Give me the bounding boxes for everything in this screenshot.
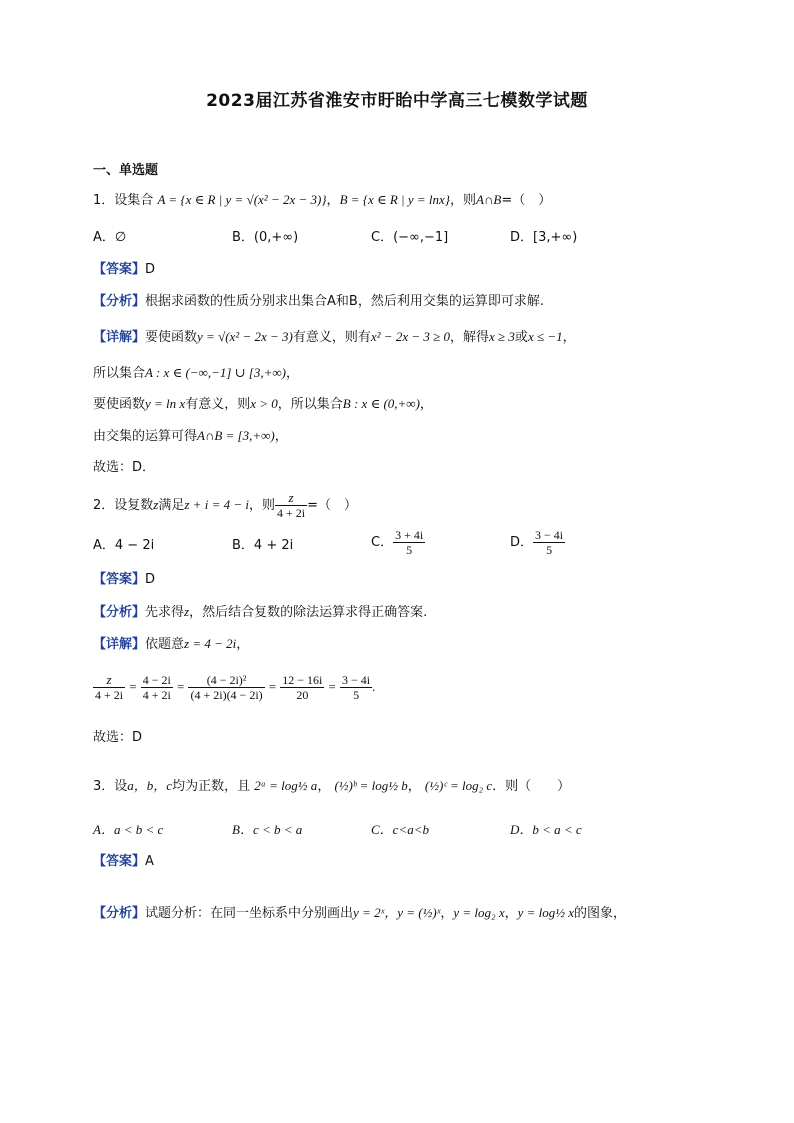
option-d xyxy=(510,526,565,560)
equation-chain xyxy=(93,668,375,707)
detail-text: 或 xyxy=(514,330,528,345)
math-expression: (½)ᶜ = log₂ c xyxy=(424,778,493,793)
fraction-denominator: 5 xyxy=(546,543,553,557)
fraction-numerator: z xyxy=(275,491,307,506)
detail-text: ，解得 xyxy=(450,330,490,345)
answer-value: A xyxy=(145,854,154,869)
conclusion-line: 故选：D xyxy=(93,730,143,745)
math-expression: z xyxy=(184,604,190,619)
question-number: 1． xyxy=(93,193,115,208)
analysis-text: 的图象， xyxy=(574,906,627,921)
analysis-label: 【分析】 xyxy=(93,906,146,921)
stem-text: 均为正数，且 xyxy=(172,779,251,794)
punctuation: ， xyxy=(504,906,518,921)
stem-text: 设 xyxy=(114,779,128,794)
analysis-line xyxy=(93,898,626,929)
detail-line xyxy=(93,394,433,415)
detail-text: 由交集的运算可得 xyxy=(93,429,198,444)
fraction-denominator: 4 + 2i xyxy=(277,506,306,520)
stem-text: ．则（ ） xyxy=(492,779,571,794)
fraction-numerator: z xyxy=(93,673,125,688)
answer-label: 【答案】 xyxy=(93,262,146,277)
math-expression: y = log₂ x xyxy=(453,905,505,920)
answer-value: D xyxy=(145,572,156,587)
punctuation: ， xyxy=(285,366,299,381)
answer-label: 【答案】 xyxy=(93,854,146,869)
answer-line xyxy=(93,260,155,280)
math-expression: x > 0 xyxy=(250,396,278,411)
option-b: B．4 + 2i xyxy=(232,538,294,553)
detail-text: 要使函数 xyxy=(93,397,146,412)
equals-sign: = xyxy=(176,679,185,694)
math-expression: A : x ∈ (−∞,−1] ∪ [3,+∞) xyxy=(145,365,286,380)
fraction-denominator: 5 xyxy=(353,688,360,702)
detail-line xyxy=(93,634,249,655)
question-3-stem xyxy=(93,771,570,802)
analysis-line xyxy=(93,602,427,623)
punctuation: ， xyxy=(274,429,288,444)
detail-label: 【详解】 xyxy=(93,637,146,652)
stem-text: ，则 xyxy=(450,193,477,208)
fraction-numerator: (4 − 2i)² xyxy=(188,673,264,688)
equals-sign: = xyxy=(129,679,137,694)
punctuation: ， xyxy=(326,193,340,208)
fraction xyxy=(533,528,565,557)
fraction-denominator: 4 + 2i xyxy=(142,688,171,702)
fraction xyxy=(275,491,307,520)
math-expression: A∩B = [3,+∞) xyxy=(197,428,275,443)
set-a-expression: A = {x ∈ R | y = √(x² − 2x − 3)} xyxy=(157,192,327,207)
math-expression: a，b，c xyxy=(127,778,173,793)
fraction-numerator: 12 − 16i xyxy=(282,673,323,687)
fraction xyxy=(280,673,324,702)
detail-text: ，所以集合 xyxy=(277,397,343,412)
punctuation: ， xyxy=(407,779,421,794)
math-expression: y = √(x² − 2x − 3) xyxy=(197,329,293,344)
analysis-text: ，然后结合复数的除法运算求得正确答案. xyxy=(189,605,428,620)
section-heading: 一、单选题 xyxy=(93,163,159,178)
question-1-stem xyxy=(93,190,551,211)
fraction xyxy=(141,673,173,702)
math-expression: x² − 2x − 3 ≥ 0 xyxy=(370,329,450,344)
detail-text: 依题意 xyxy=(145,637,185,652)
option-c: C．c<a<b xyxy=(371,822,429,837)
punctuation: ， xyxy=(236,637,250,652)
fraction xyxy=(340,673,372,702)
math-expression: y = log½ x xyxy=(517,905,575,920)
fraction-denominator: 20 xyxy=(296,688,309,702)
equals-sign: = xyxy=(268,679,277,694)
option-a: A．4 − 2i xyxy=(93,538,155,553)
detail-text: 有意义，则 xyxy=(185,397,251,412)
page-title: 2023届江苏省淮安市盱眙中学高三七模数学试题 xyxy=(206,91,588,111)
math-expression: x ≤ −1 xyxy=(527,329,563,344)
option-d: D．b < a < c xyxy=(510,822,582,837)
detail-line xyxy=(93,327,576,348)
conclusion-line: 故选：D． xyxy=(93,460,156,475)
detail-label: 【详解】 xyxy=(93,330,146,345)
stem-text: 设集合 xyxy=(114,193,154,208)
punctuation: ， xyxy=(562,330,576,345)
math-expression: y = ln x xyxy=(145,396,186,411)
answer-value: D xyxy=(145,262,156,277)
analysis-text: 根据求函数的性质分别求出集合A和B，然后利用交集的运算即可求解. xyxy=(145,294,544,309)
analysis-label: 【分析】 xyxy=(93,605,146,620)
analysis-text: 先求得 xyxy=(145,605,185,620)
option-label: D． xyxy=(510,535,534,550)
fraction-denominator: 4 + 2i xyxy=(95,688,124,702)
question-2-stem xyxy=(93,488,357,523)
detail-text: 所以集合 xyxy=(93,366,146,381)
fraction-numerator: 3 + 4i xyxy=(395,528,424,542)
fraction xyxy=(93,673,125,702)
option-c: C．(−∞,−1] xyxy=(371,230,449,245)
math-expression: (½)ᵇ = log½ b xyxy=(334,778,408,793)
intersection-expression: A∩B xyxy=(476,192,502,207)
fraction-denominator: 5 xyxy=(406,543,413,557)
punctuation: . xyxy=(372,679,376,694)
fraction-numerator: 4 − 2i xyxy=(142,673,171,687)
option-a: A．∅ xyxy=(93,230,127,245)
option-b: B．c < b < a xyxy=(232,822,303,837)
option-b: B．(0,+∞) xyxy=(232,230,299,245)
fraction-numerator: 3 − 4i xyxy=(535,528,564,542)
answer-line xyxy=(93,570,155,590)
punctuation: ， xyxy=(419,397,433,412)
punctuation: ， xyxy=(440,906,454,921)
stem-text: ，则 xyxy=(248,498,275,513)
punctuation: ， xyxy=(317,779,331,794)
math-expression: z xyxy=(153,497,159,512)
answer-label: 【答案】 xyxy=(93,572,146,587)
answer-line xyxy=(93,852,154,872)
math-expression: y = 2ˣ，y = (½)ˣ xyxy=(353,905,441,920)
fraction xyxy=(393,528,425,557)
math-expression: 2ᵃ = log½ a xyxy=(254,778,318,793)
stem-text: 设复数 xyxy=(114,498,154,513)
question-number: 3． xyxy=(93,779,115,794)
question-number: 2． xyxy=(93,498,115,513)
math-expression: z = 4 − 2i xyxy=(184,636,237,651)
stem-text: 满足 xyxy=(158,498,185,513)
option-d: D．[3,+∞) xyxy=(510,230,578,245)
fraction xyxy=(188,673,264,702)
detail-line xyxy=(93,426,288,447)
fraction-numerator: 3 − 4i xyxy=(342,673,371,687)
detail-text: 要使函数 xyxy=(145,330,198,345)
detail-text: 有意义，则有 xyxy=(292,330,371,345)
analysis-text: 试题分析：在同一坐标系中分别画出 xyxy=(145,906,354,921)
option-a: A．a < b < c xyxy=(93,822,164,837)
stem-text: =（ ） xyxy=(307,498,358,513)
analysis-line xyxy=(93,292,544,312)
math-expression: x ≥ 3 xyxy=(489,329,515,344)
math-expression: B : x ∈ (0,+∞) xyxy=(342,396,420,411)
stem-text: =（ ） xyxy=(501,193,552,208)
option-label: C． xyxy=(371,535,394,550)
analysis-label: 【分析】 xyxy=(93,294,146,309)
set-b-expression: B = {x ∈ R | y = lnx} xyxy=(339,192,451,207)
option-c xyxy=(371,526,425,560)
equals-sign: = xyxy=(328,679,336,694)
fraction-denominator: (4 + 2i)(4 − 2i) xyxy=(190,688,263,702)
detail-line xyxy=(93,363,299,384)
math-expression: z + i = 4 − i xyxy=(184,497,249,512)
